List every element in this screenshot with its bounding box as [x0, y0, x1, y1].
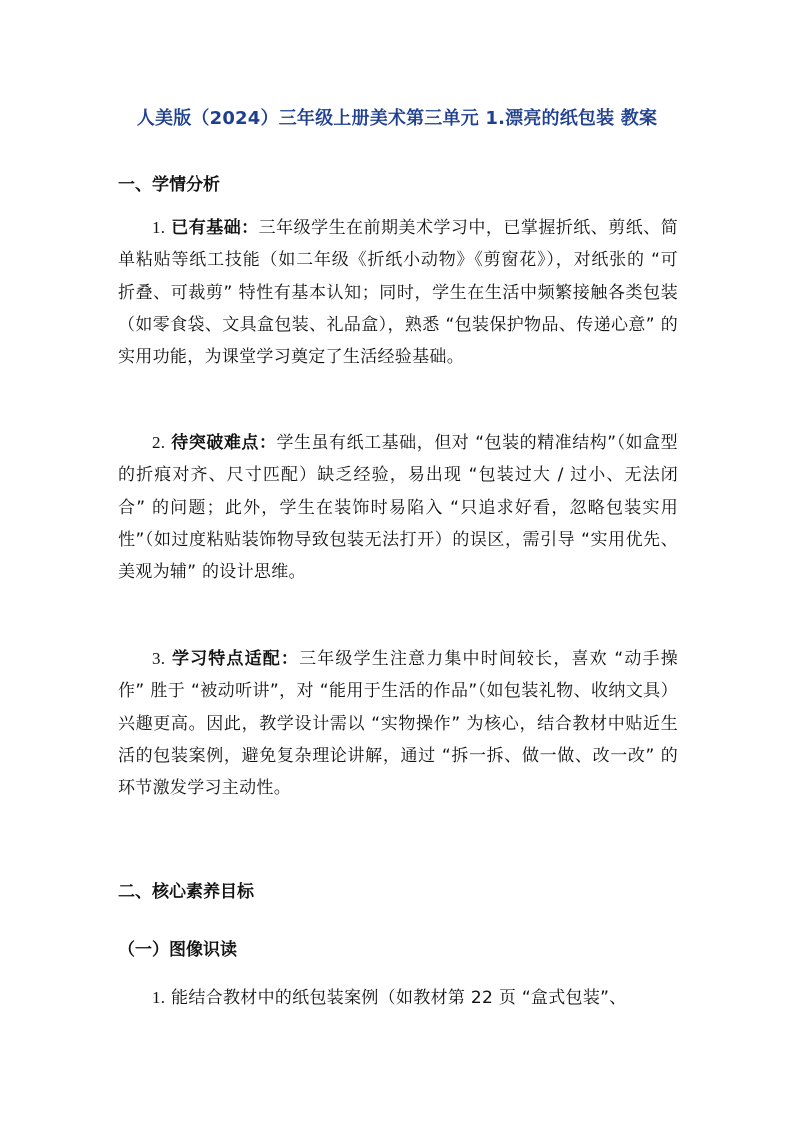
- item-lead: 学习特点适配：: [171, 649, 300, 669]
- paragraph-learning-features: [118, 643, 678, 804]
- item-text: 三年级学生注意力集中时间较长，喜欢 “动手操作” 胜于 “被动听讲”，对 “能用于生活的作品”（如包装礼物、收纳文具）兴趣更高。因此，教学设计需以 “实物操作” 为核心，结合教材中贴近生活的包装案例，避免复杂理论讲解，通过 “拆一拆、做一做、改一改” 的环节激发学习主动性。: [118, 649, 678, 799]
- paragraph-goal-1: [118, 982, 678, 1014]
- item-text: 三年级学生在前期美术学习中，已掌握折纸、剪纸、简单粘贴等纸工技能（如二年级《折纸小动物》《剪窗花》），对纸张的 “可折叠、可裁剪” 特性有基本认知；同时，学生在生活中频繁接触各类包装（如零食袋、文具盒包装、礼品盒），熟悉 “包装保护物品、传递心意” 的实用功能，为课堂学习奠定了生活经验基础。: [118, 218, 678, 368]
- item-number: 2.: [152, 433, 166, 452]
- item-text: 能结合教材中的纸包装案例（如教材第 22 页 “盒式包装”、: [171, 988, 627, 1008]
- paragraph-existing-foundation: [118, 212, 678, 373]
- item-text: 学生虽有纸工基础，但对 “包装的精准结构”（如盒型的折痕对齐、尺寸匹配）缺乏经验，易出现 “包装过大 / 过小、无法闭合” 的问题；此外，学生在装饰时易陷入 “只追求好看，忽略包装实用性”（如过度粘贴装饰物导致包装无法打开）的误区，需引导 “实用优先、美观为辅” 的设计思维。: [118, 433, 678, 583]
- item-number: 1.: [152, 988, 166, 1007]
- section-heading-learning-analysis: 一、学情分析: [118, 175, 220, 195]
- document-title: 人美版（2024）三年级上册美术第三单元 1.漂亮的纸包装 教案: [136, 108, 658, 129]
- section-heading-core-goals: 二、核心素养目标: [118, 882, 254, 902]
- item-lead: 已有基础：: [171, 218, 259, 238]
- item-number: 1.: [152, 218, 166, 237]
- subsection-heading-image-reading: （一）图像识读: [118, 940, 237, 960]
- item-lead: 待突破难点：: [171, 433, 277, 453]
- item-number: 3.: [152, 649, 166, 668]
- paragraph-difficulties: [118, 427, 678, 588]
